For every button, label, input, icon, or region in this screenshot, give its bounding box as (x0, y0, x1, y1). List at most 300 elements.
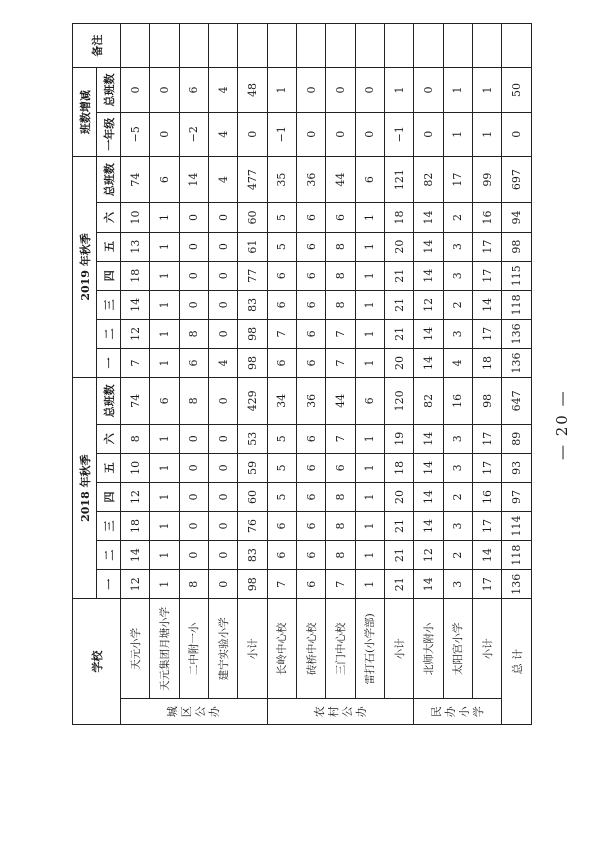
grade1-change-cell: 0 (502, 112, 532, 156)
grade1-change-cell: 0 (414, 112, 443, 156)
total-change-cell: 0 (326, 68, 355, 112)
page-number: — 20 — (553, 389, 571, 460)
grade1-change-cell: −1 (267, 112, 296, 156)
total-2018-cell: 429 (238, 378, 267, 425)
value-cell: 17 (473, 512, 502, 541)
value-cell: 3 (443, 453, 472, 482)
remark-cell (385, 24, 414, 68)
value-cell: 0 (209, 319, 238, 348)
remark-cell (267, 24, 296, 68)
value-cell: 6 (267, 290, 296, 319)
total-classes-header: 总班数 (97, 378, 121, 425)
value-cell: 98 (238, 570, 267, 599)
value-cell: 2 (443, 541, 472, 570)
value-cell: 19 (385, 424, 414, 453)
total-2019-cell: 35 (267, 156, 296, 203)
category-char: 办 (207, 706, 221, 718)
value-cell: 8 (179, 319, 208, 348)
value-cell: 118 (502, 290, 532, 319)
value-cell: 17 (473, 261, 502, 290)
total-change-cell: 1 (473, 68, 502, 112)
grade1-change-cell: 0 (355, 112, 384, 156)
total-2019-cell: 44 (326, 156, 355, 203)
value-cell: 59 (238, 453, 267, 482)
value-cell: 3 (443, 424, 472, 453)
remark-cell (414, 24, 443, 68)
value-cell: 1 (150, 203, 179, 232)
value-cell: 6 (297, 453, 326, 482)
value-cell: 1 (150, 232, 179, 261)
value-cell: 16 (473, 203, 502, 232)
category-char: 公 (340, 706, 354, 718)
value-cell: 0 (209, 512, 238, 541)
value-cell: 83 (238, 290, 267, 319)
value-cell: 0 (179, 482, 208, 511)
grade1-change-cell: 0 (150, 112, 179, 156)
school-name-cell: 太阳宫小学 (443, 599, 472, 699)
total-change-cell: 1 (385, 68, 414, 112)
value-cell: 8 (326, 232, 355, 261)
value-cell: 8 (179, 570, 208, 599)
value-cell: 17 (473, 424, 502, 453)
table-row (326, 24, 355, 725)
value-cell: 3 (443, 319, 472, 348)
total-change-cell: 48 (238, 68, 267, 112)
table-row (297, 24, 326, 725)
value-cell: 18 (121, 261, 150, 290)
value-cell: 0 (179, 290, 208, 319)
remark-cell (502, 24, 532, 68)
value-cell: 97 (502, 482, 532, 511)
value-cell: 0 (179, 203, 208, 232)
value-cell: 2 (443, 482, 472, 511)
value-cell: 6 (297, 348, 326, 377)
value-cell: 14 (414, 482, 443, 511)
value-cell: 3 (443, 261, 472, 290)
total-2019-cell: 14 (179, 156, 208, 203)
value-cell: 10 (121, 453, 150, 482)
value-cell: 1 (150, 512, 179, 541)
value-cell: 7 (326, 424, 355, 453)
total-2019-cell: 82 (414, 156, 443, 203)
grade-header: 六 (97, 203, 121, 232)
grade-header: 三 (97, 290, 121, 319)
value-cell: 18 (473, 348, 502, 377)
value-cell: 1 (355, 453, 384, 482)
total-2018-cell: 647 (502, 378, 532, 425)
value-cell: 0 (179, 541, 208, 570)
value-cell: 21 (385, 541, 414, 570)
value-cell: 18 (385, 453, 414, 482)
value-cell: 7 (121, 348, 150, 377)
value-cell: 18 (385, 203, 414, 232)
value-cell: 4 (209, 348, 238, 377)
category-char: 办 (443, 706, 457, 718)
value-cell: 0 (179, 232, 208, 261)
total-2018-cell: 16 (443, 378, 472, 425)
value-cell: 0 (179, 453, 208, 482)
value-cell: 21 (385, 261, 414, 290)
value-cell: 1 (150, 348, 179, 377)
category-cell (267, 699, 414, 725)
value-cell: 12 (414, 290, 443, 319)
category-char: 民 (429, 706, 443, 718)
value-cell: 1 (355, 261, 384, 290)
value-cell: 3 (443, 512, 472, 541)
grade-header: 五 (97, 453, 121, 482)
value-cell: 1 (150, 319, 179, 348)
total-2018-cell: 36 (297, 378, 326, 425)
remark-cell (443, 24, 472, 68)
value-cell: 6 (267, 261, 296, 290)
grade-header: 四 (97, 261, 121, 290)
table-row (473, 24, 502, 725)
value-cell: 21 (385, 319, 414, 348)
value-cell: 0 (179, 512, 208, 541)
school-header: 学校 (73, 599, 121, 725)
value-cell: 1 (355, 232, 384, 261)
value-cell: 14 (414, 203, 443, 232)
value-cell: 6 (267, 348, 296, 377)
value-cell: 94 (502, 203, 532, 232)
value-cell: 114 (502, 512, 532, 541)
grade1-change-cell: 1 (443, 112, 472, 156)
school-name-cell: 小计 (238, 599, 267, 699)
school-name-cell: 建宁实验小学 (209, 599, 238, 699)
table-row (238, 24, 267, 725)
value-cell: 21 (385, 290, 414, 319)
value-cell: 83 (238, 541, 267, 570)
table-row (385, 24, 414, 725)
total-2019-cell: 4 (209, 156, 238, 203)
season-2018-header: 2018 年秋季 (73, 378, 97, 599)
grade1-change-cell: 0 (326, 112, 355, 156)
value-cell: 14 (414, 570, 443, 599)
value-cell: 0 (209, 541, 238, 570)
total-2019-cell: 6 (355, 156, 384, 203)
value-cell: 6 (297, 570, 326, 599)
total-2018-cell: 74 (121, 378, 150, 425)
school-name-cell: 天元小学 (121, 599, 150, 699)
total-2019-cell: 36 (297, 156, 326, 203)
grade-header: 一 (97, 348, 121, 377)
school-name-cell: 小计 (385, 599, 414, 699)
value-cell: 10 (121, 203, 150, 232)
total-classes-header: 总班数 (97, 156, 121, 203)
grade1-change-cell: −2 (179, 112, 208, 156)
total-2018-cell: 34 (267, 378, 296, 425)
total-2019-cell: 477 (238, 156, 267, 203)
value-cell: 12 (121, 570, 150, 599)
value-cell: 98 (502, 232, 532, 261)
value-cell: 76 (238, 512, 267, 541)
school-name-cell: 天元集团月塘小学 (150, 599, 179, 699)
table-row (179, 24, 208, 725)
value-cell: 6 (297, 541, 326, 570)
value-cell: 115 (502, 261, 532, 290)
class-count-table (72, 23, 532, 725)
value-cell: 1 (150, 482, 179, 511)
school-name-cell: 雷打石(小学部) (355, 599, 384, 699)
value-cell: 118 (502, 541, 532, 570)
value-cell: 13 (121, 232, 150, 261)
value-cell: 6 (297, 203, 326, 232)
category-cell (121, 699, 268, 725)
value-cell: 21 (385, 512, 414, 541)
total-2018-cell: 120 (385, 378, 414, 425)
value-cell: 7 (326, 348, 355, 377)
value-cell: 5 (267, 453, 296, 482)
value-cell: 1 (355, 203, 384, 232)
value-cell: 1 (355, 512, 384, 541)
grade-header: 二 (97, 541, 121, 570)
value-cell: 0 (209, 424, 238, 453)
value-cell: 77 (238, 261, 267, 290)
value-cell: 6 (326, 453, 355, 482)
remark-cell (179, 24, 208, 68)
value-cell: 1 (355, 424, 384, 453)
value-cell: 60 (238, 482, 267, 511)
remark-cell (473, 24, 502, 68)
grade-header: 四 (97, 482, 121, 511)
value-cell: 6 (297, 261, 326, 290)
value-cell: 0 (209, 261, 238, 290)
value-cell: 12 (121, 319, 150, 348)
total-change-cell: 1 (267, 68, 296, 112)
table-row (355, 24, 384, 725)
value-cell: 6 (297, 482, 326, 511)
category-char: 小 (457, 706, 471, 718)
value-cell: 7 (267, 570, 296, 599)
value-cell: 20 (385, 348, 414, 377)
value-cell: 1 (355, 541, 384, 570)
value-cell: 1 (150, 261, 179, 290)
value-cell: 60 (238, 203, 267, 232)
total-2019-cell: 74 (121, 156, 150, 203)
remark-cell (121, 24, 150, 68)
value-cell: 14 (473, 290, 502, 319)
total-2019-cell: 697 (502, 156, 532, 203)
value-cell: 53 (238, 424, 267, 453)
category-char: 城 (165, 706, 179, 718)
value-cell: 5 (267, 203, 296, 232)
total-change-cell: 50 (502, 68, 532, 112)
grade1-change-cell: −5 (121, 112, 150, 156)
table-row (267, 24, 296, 725)
category-char: 村 (326, 706, 340, 718)
remark-cell (238, 24, 267, 68)
value-cell: 17 (473, 453, 502, 482)
value-cell: 1 (150, 541, 179, 570)
table-body (121, 24, 532, 725)
total-change-cell: 4 (209, 68, 238, 112)
table-row (414, 24, 443, 725)
value-cell: 0 (209, 570, 238, 599)
value-cell: 14 (414, 232, 443, 261)
grade-header: 五 (97, 232, 121, 261)
value-cell: 61 (238, 232, 267, 261)
value-cell: 2 (443, 203, 472, 232)
total-2019-cell: 121 (385, 156, 414, 203)
value-cell: 14 (414, 424, 443, 453)
value-cell: 8 (121, 424, 150, 453)
total-change-cell: 0 (414, 68, 443, 112)
school-name-cell: 小计 (473, 599, 502, 699)
grade-header: 六 (97, 424, 121, 453)
category-char: 农 (312, 706, 326, 718)
value-cell: 7 (326, 570, 355, 599)
value-cell: 1 (355, 319, 384, 348)
value-cell: 20 (385, 482, 414, 511)
value-cell: 3 (443, 570, 472, 599)
value-cell: 14 (414, 453, 443, 482)
value-cell: 6 (297, 319, 326, 348)
value-cell: 136 (502, 319, 532, 348)
grade-header: 一 (97, 570, 121, 599)
value-cell: 4 (443, 348, 472, 377)
school-name-cell: 二中附一小 (179, 599, 208, 699)
value-cell: 6 (267, 512, 296, 541)
value-cell: 12 (414, 541, 443, 570)
grade1-change-cell: −1 (385, 112, 414, 156)
grade1-change-cell: 4 (209, 112, 238, 156)
value-cell: 6 (297, 290, 326, 319)
value-cell: 0 (179, 424, 208, 453)
value-cell: 8 (326, 541, 355, 570)
value-cell: 21 (385, 570, 414, 599)
value-cell: 1 (355, 482, 384, 511)
value-cell: 17 (473, 319, 502, 348)
value-cell: 16 (473, 482, 502, 511)
remark-cell (297, 24, 326, 68)
total-2018-cell: 44 (326, 378, 355, 425)
grand-total-row (502, 24, 532, 725)
value-cell: 6 (179, 348, 208, 377)
value-cell: 136 (502, 570, 532, 599)
total-change-cell: 0 (297, 68, 326, 112)
value-cell: 8 (326, 512, 355, 541)
value-cell: 8 (326, 261, 355, 290)
category-char: 区 (179, 706, 193, 718)
value-cell: 136 (502, 348, 532, 377)
value-cell: 98 (238, 319, 267, 348)
grade1-change-header: 一年级 (97, 112, 121, 156)
value-cell: 18 (121, 512, 150, 541)
category-char: 办 (354, 706, 368, 718)
total-change-cell: 1 (443, 68, 472, 112)
value-cell: 12 (121, 482, 150, 511)
total-2019-cell: 17 (443, 156, 472, 203)
value-cell: 1 (150, 424, 179, 453)
value-cell: 0 (209, 453, 238, 482)
value-cell: 17 (473, 570, 502, 599)
value-cell: 0 (209, 203, 238, 232)
value-cell: 7 (267, 319, 296, 348)
value-cell: 1 (150, 570, 179, 599)
total-2018-cell: 0 (209, 378, 238, 425)
value-cell: 5 (267, 482, 296, 511)
value-cell: 6 (297, 424, 326, 453)
total-change-header: 总班数 (97, 68, 121, 112)
header-row-top (73, 24, 97, 725)
school-name-cell: 长岭中心校 (267, 599, 296, 699)
category-char: 学 (471, 706, 485, 718)
value-cell: 14 (414, 348, 443, 377)
total-2018-cell: 6 (150, 378, 179, 425)
value-cell: 8 (326, 482, 355, 511)
grand-total-label: 总 计 (502, 599, 532, 725)
total-2018-cell: 6 (355, 378, 384, 425)
value-cell: 6 (297, 512, 326, 541)
remark-cell (326, 24, 355, 68)
table-row (209, 24, 238, 725)
value-cell: 14 (414, 512, 443, 541)
total-2018-cell: 98 (473, 378, 502, 425)
table-row (443, 24, 472, 725)
total-2018-cell: 8 (179, 378, 208, 425)
remark-header: 备注 (73, 24, 121, 68)
category-cell (414, 699, 502, 725)
value-cell: 14 (121, 541, 150, 570)
total-change-cell: 0 (355, 68, 384, 112)
school-name-cell: 砖桥中心校 (297, 599, 326, 699)
value-cell: 93 (502, 453, 532, 482)
value-cell: 0 (179, 261, 208, 290)
total-change-cell: 0 (121, 68, 150, 112)
value-cell: 14 (414, 319, 443, 348)
value-cell: 0 (209, 232, 238, 261)
remark-cell (355, 24, 384, 68)
grade-header: 三 (97, 512, 121, 541)
value-cell: 6 (297, 232, 326, 261)
grade1-change-cell: 0 (297, 112, 326, 156)
value-cell: 7 (326, 319, 355, 348)
grade-header: 二 (97, 319, 121, 348)
grade1-change-cell: 0 (238, 112, 267, 156)
school-name-cell: 三门中心校 (326, 599, 355, 699)
value-cell: 17 (473, 232, 502, 261)
remark-cell (209, 24, 238, 68)
value-cell: 89 (502, 424, 532, 453)
category-char: 公 (193, 706, 207, 718)
value-cell: 5 (267, 424, 296, 453)
value-cell: 14 (121, 290, 150, 319)
table-row (150, 24, 179, 725)
total-2019-cell: 99 (473, 156, 502, 203)
value-cell: 6 (326, 203, 355, 232)
value-cell: 5 (267, 232, 296, 261)
season-2019-header: 2019 年秋季 (73, 156, 97, 377)
school-name-cell: 北师大附小 (414, 599, 443, 699)
value-cell: 20 (385, 232, 414, 261)
value-cell: 8 (326, 290, 355, 319)
value-cell: 2 (443, 290, 472, 319)
value-cell: 3 (443, 232, 472, 261)
grade1-change-cell: 1 (473, 112, 502, 156)
value-cell: 1 (150, 290, 179, 319)
value-cell: 1 (355, 290, 384, 319)
change-header: 班数增减 (73, 68, 97, 156)
table-row (121, 24, 150, 725)
value-cell: 98 (238, 348, 267, 377)
value-cell: 14 (414, 261, 443, 290)
value-cell: 1 (355, 348, 384, 377)
value-cell: 1 (355, 570, 384, 599)
total-2018-cell: 82 (414, 378, 443, 425)
value-cell: 6 (267, 541, 296, 570)
total-change-cell: 0 (150, 68, 179, 112)
total-2019-cell: 6 (150, 156, 179, 203)
